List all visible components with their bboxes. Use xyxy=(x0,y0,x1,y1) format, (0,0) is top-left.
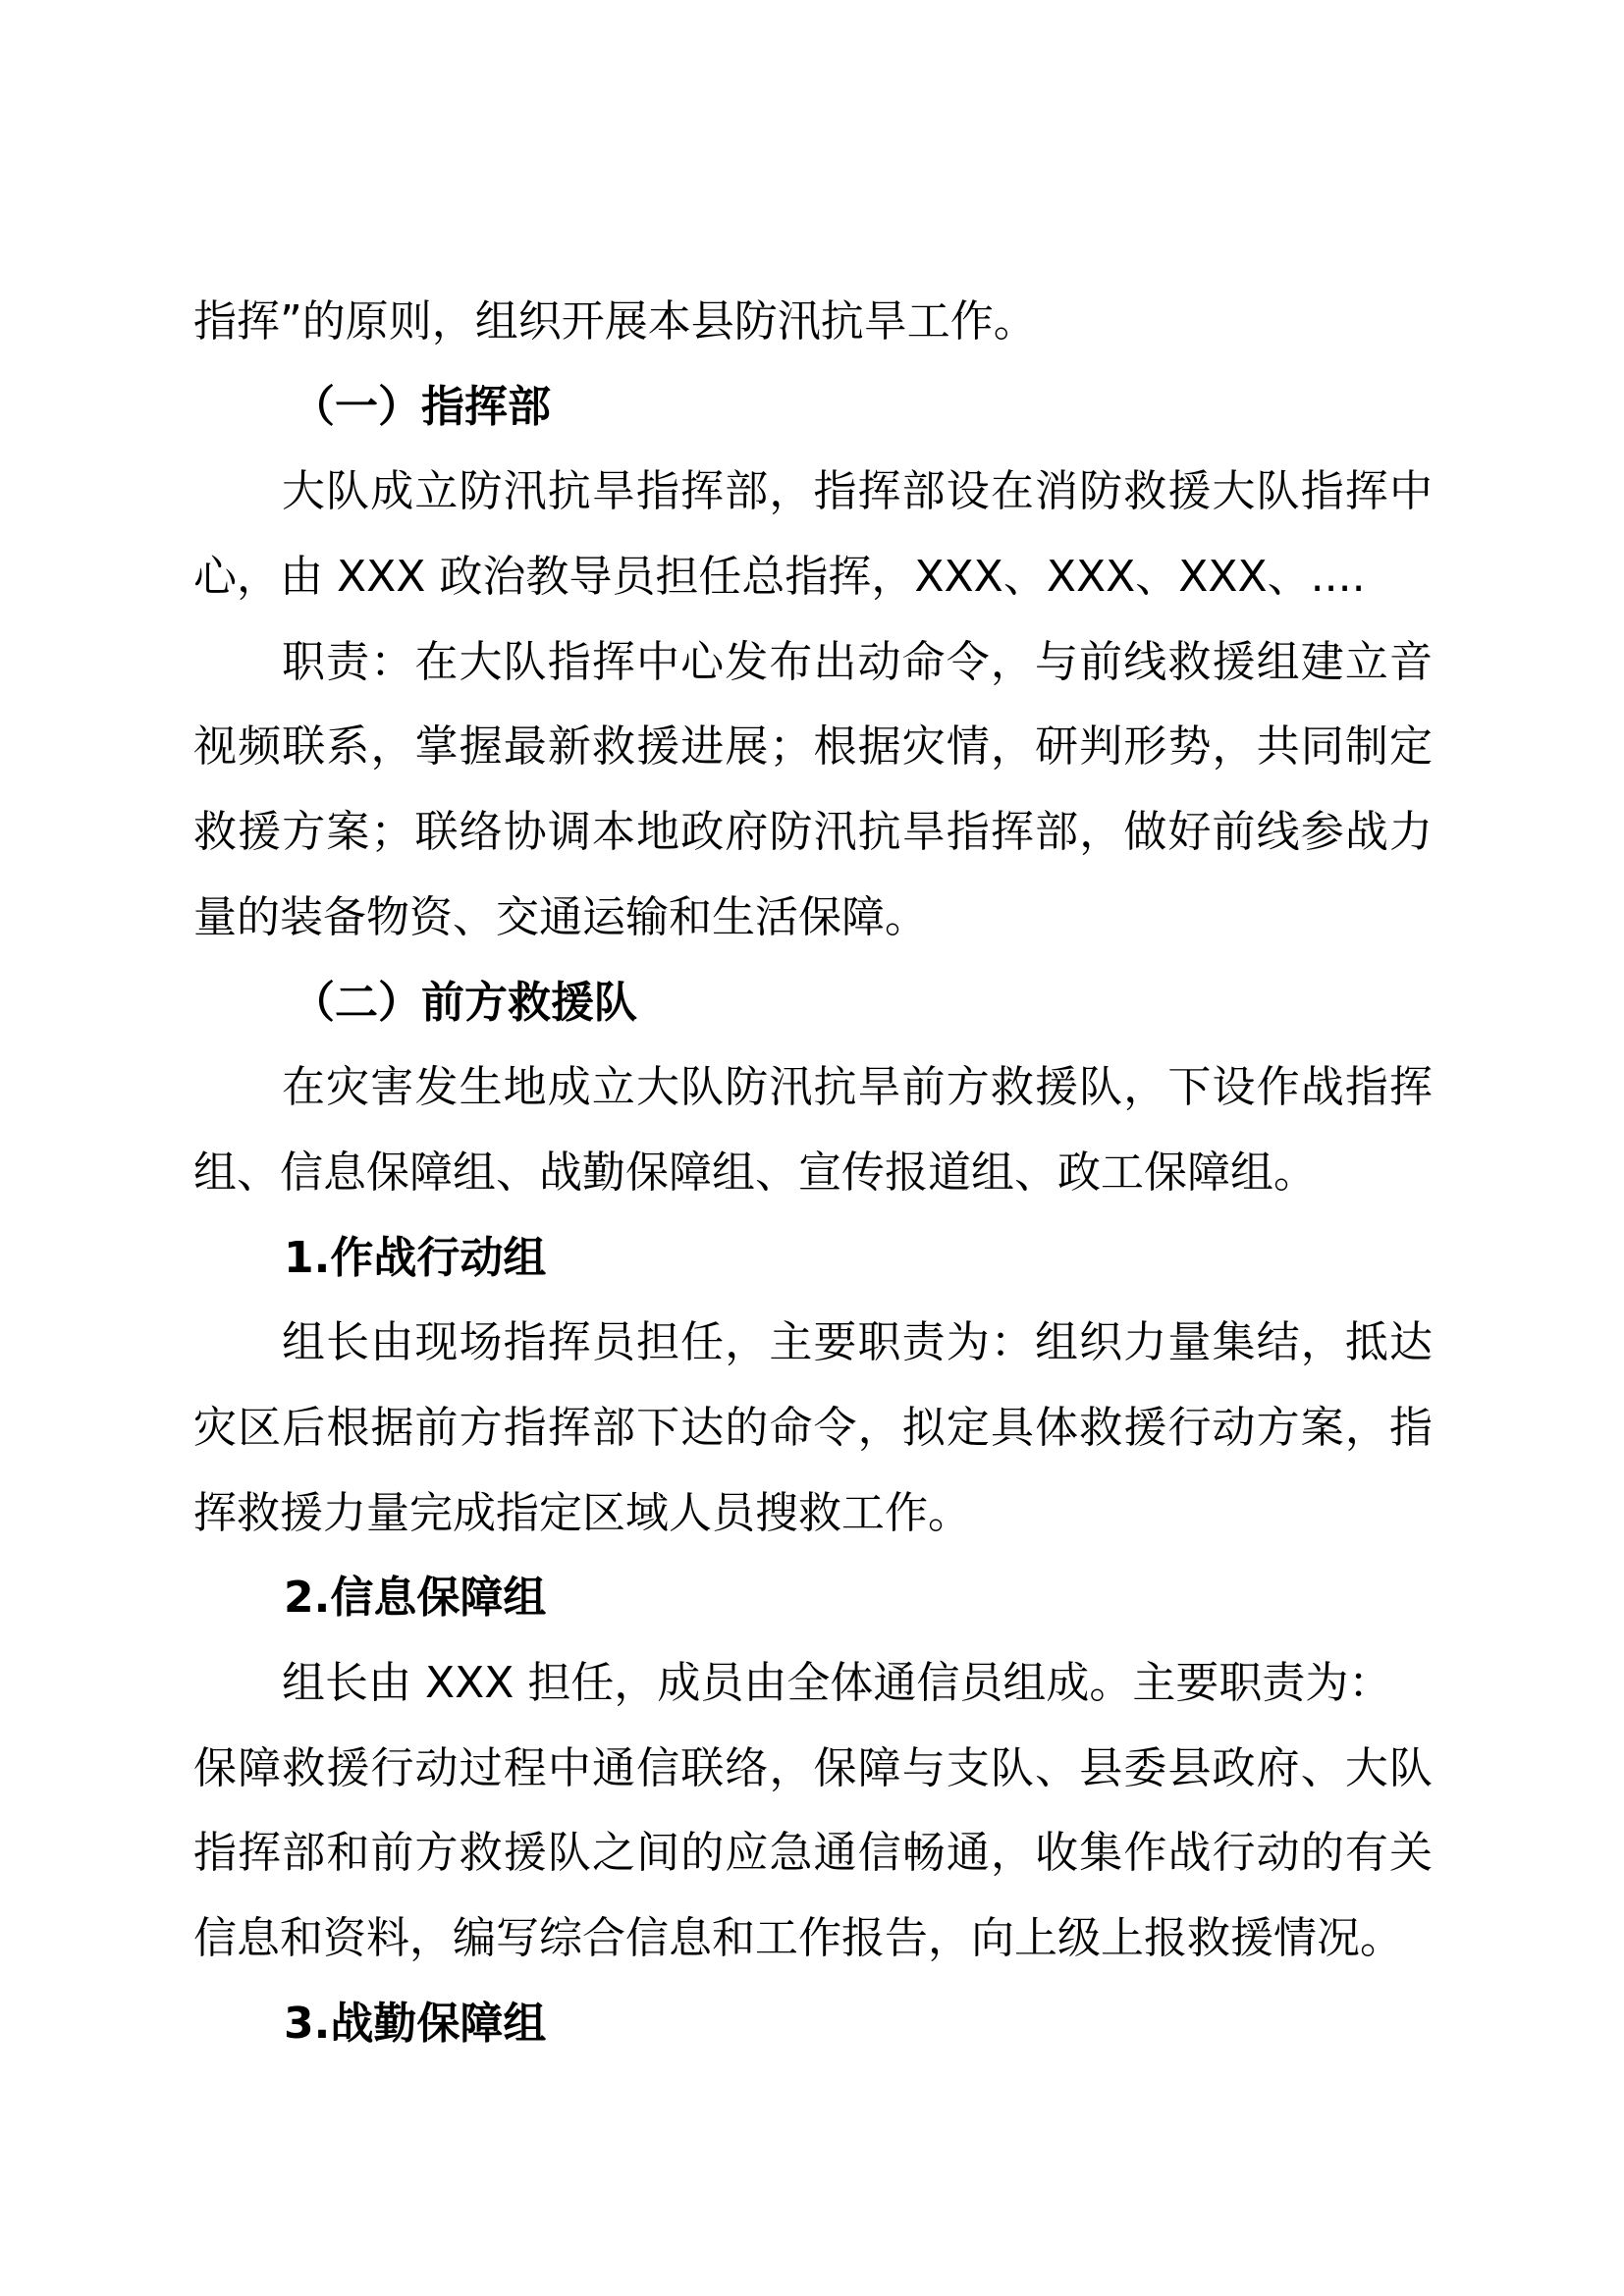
body-text-line: 信息和资料，编写综合信息和工作报告，向上级上报救援情况。 xyxy=(193,1913,1403,1964)
subsection-heading-information-group: 2.信息保障组 xyxy=(284,1573,547,1624)
document-page xyxy=(193,280,1433,2066)
body-text-line: 指挥”的原则，组织开展本县防汛抗旱工作。 xyxy=(193,296,1037,347)
body-text-line: 视频联系，掌握最新救援进展；根据灾情，研判形势，共同制定 xyxy=(193,721,1433,773)
subsection-heading-operations-group: 1.作战行动组 xyxy=(284,1232,547,1283)
section-heading-forward-rescue-team: （二）前方救援队 xyxy=(292,977,637,1028)
body-text-line: 组、信息保障组、战勤保障组、宣传报道组、政工保障组。 xyxy=(193,1147,1317,1198)
paragraph-command-post-setup xyxy=(193,450,1433,619)
body-text-line: 组长由现场指挥员担任，主要职责为：组织力量集结，抵达 xyxy=(282,1317,1433,1368)
body-text-line: 量的装备物资、交通运输和生活保障。 xyxy=(193,891,928,942)
paragraph-forward-team-structure xyxy=(193,1045,1433,1215)
subsection-heading-logistics-group: 3.战勤保障组 xyxy=(284,1998,547,2049)
paragraph-command-post-duties xyxy=(193,620,1433,961)
body-text-line: 在灾害发生地成立大队防汛抗旱前方救援队，下设作战指挥 xyxy=(282,1062,1433,1113)
body-text-line: 心，由 XXX 政治教导员担任总指挥，XXX、XXX、XXX、.... xyxy=(193,552,1366,603)
body-text-line: 组长由 XXX 担任，成员由全体通信员组成。主要职责为： xyxy=(282,1658,1392,1708)
body-text-line: 职责：在大队指挥中心发布出动命令，与前线救援组建立音 xyxy=(282,636,1433,687)
body-text-line: 救援方案；联络协调本地政府防汛抗旱指挥部，做好前线参战力 xyxy=(193,807,1433,858)
body-text-line: 指挥部和前方救援队之间的应急通信畅通，收集作战行动的有关 xyxy=(193,1828,1433,1879)
paragraph-information-group xyxy=(193,1641,1433,1982)
body-text-line: 大队成立防汛抗旱指挥部，指挥部设在消防救援大队指挥中 xyxy=(282,466,1433,517)
body-text-line: 灾区后根据前方指挥部下达的命令，拟定具体救援行动方案，指 xyxy=(193,1402,1433,1453)
section-heading-command-post: （一）指挥部 xyxy=(292,381,551,432)
body-text-line: 挥救援力量完成指定区域人员搜救工作。 xyxy=(193,1487,971,1538)
paragraph-operations-group xyxy=(193,1301,1433,1556)
body-text-line: 保障救援行动过程中通信联络，保障与支队、县委县政府、大队 xyxy=(193,1742,1433,1793)
